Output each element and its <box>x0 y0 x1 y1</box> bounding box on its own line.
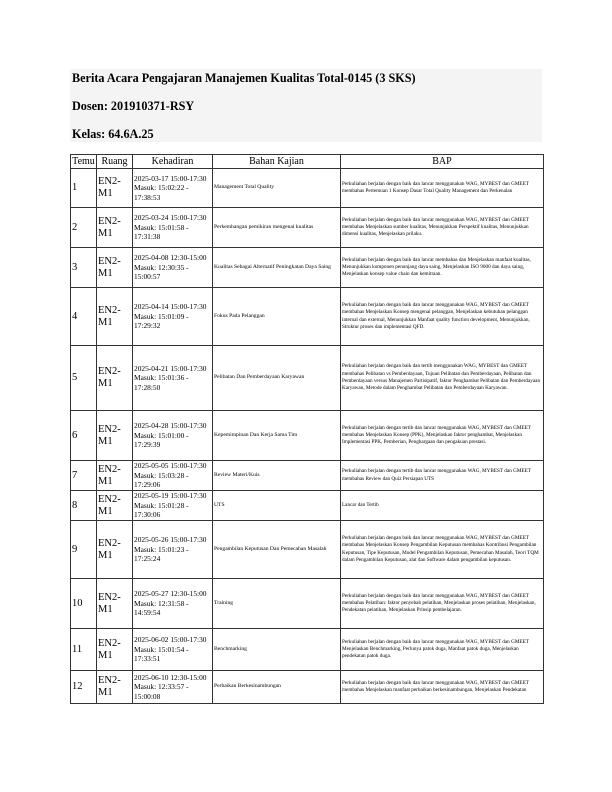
cell-ruang: EN2-M1 <box>97 579 133 629</box>
bap-text: Perkuliahan berjalan dengan tertib dan lancar menggunakan WAG, MYBEST dan GMEET membahas Menjelaskan Konsep (PPK), Menjelaskan faktor penghambat, Menjelaskan Implementasi PPK, Pemberian, Penghargaan dan pengakuan prestasi. <box>342 424 531 446</box>
cell-bap <box>341 671 544 704</box>
table-header-row <box>71 155 544 169</box>
table-row <box>71 521 544 579</box>
cell-kehadiran <box>133 579 213 629</box>
cell-temu: 12 <box>71 671 97 704</box>
topic-text: Fokus Pada Pelanggan <box>214 312 265 319</box>
table-row <box>71 411 544 461</box>
session-datetime: 2025-03-24 15:00-17:30 <box>134 213 207 223</box>
attendance-time: Masuk: 15:01:54 - 17:33:51 <box>134 644 189 664</box>
cell-ruang: EN2-M1 <box>97 521 133 579</box>
attendance-time: Masuk: 15:01:09 - 17:29:32 <box>134 311 189 331</box>
attendance-time: Masuk: 15:02:22 - 17:38:53 <box>134 183 189 202</box>
cell-ruang: EN2-M1 <box>97 169 133 208</box>
table-row <box>71 248 544 288</box>
cell-bahan-kajian <box>213 288 341 346</box>
attendance-time: Masuk: 15:01:58 - 17:31:38 <box>134 222 189 242</box>
col-header-temu: Temu <box>72 156 95 167</box>
attendance-time: Masuk: 15:01:28 - 17:30:06 <box>134 500 189 520</box>
cell-kehadiran <box>133 248 213 288</box>
cell-bahan-kajian <box>213 208 341 248</box>
teaching-log-table <box>70 154 544 704</box>
attendance-time: Masuk: 15:01:00 - 17:29:39 <box>134 430 189 450</box>
cell-kehadiran <box>133 411 213 461</box>
cell-ruang: EN2-M1 <box>97 346 133 411</box>
bap-text: Perkuliahan berjalan dengan baik dan lancar menggunakan WAG, MYBEST dan GMEET membahas Menjelaskan Konsep mengenai pelanggan, Menjelaskan kebutuhan pelanggan internal dan external, Menunjukkan Manfaat quality function development, Menunjukkan, Struktur proses dan implementasi QFD. <box>342 301 530 330</box>
session-datetime: 2025-04-14 15:00-17:30 <box>134 302 207 312</box>
table-row <box>71 579 544 629</box>
bap-text: Perkuliahan berjalan dengan baik dan lancar menggunakan WAG, MYBEST dan GMEET membahas Menjelaskan manfaat perbaikan berkesinambungan, Menjelaskan Pendekatan <box>342 679 529 693</box>
class-label: Kelas: 64.6A.25 <box>72 127 154 141</box>
cell-bahan-kajian <box>213 671 341 704</box>
cell-temu: 7 <box>71 461 97 491</box>
topic-text: Training <box>214 599 234 606</box>
cell-bap <box>341 491 544 521</box>
report-title: Berita Acara Pengajaran Manajemen Kualitas Total-0145 (3 SKS) <box>72 71 416 85</box>
attendance-time: Masuk: 12:30:35 - 15:00:57 <box>134 262 189 282</box>
cell-temu: 10 <box>71 579 97 629</box>
attendance-time: Masuk: 15:01:23 - 17:25:24 <box>134 544 189 564</box>
cell-bap <box>341 411 544 461</box>
table-row <box>71 169 544 208</box>
col-header-kehadiran: Kehadiran <box>133 155 213 169</box>
cell-temu: 5 <box>71 346 97 411</box>
table-row <box>71 629 544 671</box>
bap-text: Perkuliahan berjalan dengan baik dan lancar menggunakan WAG, MYBEST dan GMEET membahas Menjelaskan sumber kualitas, Menunjukkan Perspektif kualitas, Menunjukkan dimensi kualitas, Menjelaskan prilaku. <box>342 216 529 238</box>
cell-bap <box>341 579 544 629</box>
col-header-ruang: Ruang <box>97 155 133 169</box>
cell-kehadiran <box>133 491 213 521</box>
cell-bahan-kajian <box>213 491 341 521</box>
cell-temu: 4 <box>71 288 97 346</box>
table-row <box>71 288 544 346</box>
cell-bap <box>341 521 544 579</box>
cell-bahan-kajian <box>213 629 341 671</box>
cell-ruang: EN2-M1 <box>97 629 133 671</box>
cell-temu: 6 <box>71 411 97 461</box>
cell-ruang: EN2-M1 <box>97 461 133 491</box>
col-header-bahan-kajian: Bahan Kajian <box>213 155 341 169</box>
report-header <box>70 69 542 142</box>
cell-temu: 8 <box>71 491 97 521</box>
session-datetime: 2025-05-26 15:00-17:30 <box>134 535 207 545</box>
attendance-time: Masuk: 12:31:58 - 14:59:54 <box>134 598 189 618</box>
bap-text: Perkuliahan berjalan dengan baik dan lancar menggunakan WAG, MYBEST dan GMEET Menjelaskan Benchmarking, Perlunya patok duga, Manfaat patok duga, Menjelaskan pendekatan patok duga. <box>342 638 529 660</box>
cell-bap <box>341 169 544 208</box>
cell-bap <box>341 461 544 491</box>
attendance-time: Masuk: 15:03:28 - 17:29:06 <box>134 470 189 490</box>
cell-bahan-kajian <box>213 346 341 411</box>
topic-text: Review Materi/Kuis <box>214 471 260 478</box>
cell-ruang: EN2-M1 <box>97 491 133 521</box>
cell-bahan-kajian <box>213 248 341 288</box>
cell-kehadiran <box>133 288 213 346</box>
bap-text: Perkuliahan berjalan dengan tertib dan lancar menggunakan WAG, MYBEST dan GMEET membahas Review dan Quiz Persiapan UTS <box>342 468 531 482</box>
session-datetime: 2025-05-19 15:00-17:30 <box>134 491 207 501</box>
topic-text: Kualitas Sebagai Alternatif Peningkatan Daya Saing <box>214 263 331 270</box>
cell-temu: 3 <box>71 248 97 288</box>
cell-ruang: EN2-M1 <box>97 208 133 248</box>
cell-temu: 2 <box>71 208 97 248</box>
bap-text: Perkuliahan berjalan dengan baik dan tertib menggunakan WAG, MYBEST dan GMEET membahas Pelibatan vs Pemberdayaan, Tujuan Pelibatan dan Pemberdayaan, Pelibatan dan Pemberdayaan versus Manajemen Partisipatif, faktor Penghambat Pelibatan dan Pemberdayaan Karyawan, Metode dalam Penghambat Pelibatan dan Pemberdayaan Karyawan. <box>342 363 541 392</box>
cell-bap <box>341 208 544 248</box>
topic-text: Kepemimpinan Dan Kerja Sama Tim <box>214 431 298 438</box>
cell-bap <box>341 248 544 288</box>
topic-text: Pengambilan Keputusan Dan Pemecahan Masalah <box>214 545 327 552</box>
bap-text: Perkuliahan berjalan dengan baik dan lancar menggunakan WAG, MYBEST dan GMEET membahas Pertemuan 1 Konsep Dasar Total Quality Management dan Perkenalan <box>342 180 529 194</box>
cell-bahan-kajian <box>213 411 341 461</box>
session-datetime: 2025-03-17 15:00-17:30 <box>134 173 207 183</box>
topic-text: Benchmarking <box>214 645 247 652</box>
bap-text: Lancar dan Tertib <box>342 501 379 508</box>
table-row <box>71 346 544 411</box>
table-row <box>71 461 544 491</box>
table-row <box>71 208 544 248</box>
cell-kehadiran <box>133 521 213 579</box>
cell-temu: 9 <box>71 521 97 579</box>
cell-kehadiran <box>133 671 213 704</box>
cell-kehadiran <box>133 169 213 208</box>
cell-bahan-kajian <box>213 579 341 629</box>
topic-text: Perkembangan pemikiran mengenai kualitas <box>214 223 314 230</box>
session-datetime: 2025-04-08 12:30-15:00 <box>134 253 207 263</box>
attendance-time: Masuk: 12:33:57 - 15:00:08 <box>134 682 189 701</box>
table-row <box>71 671 544 704</box>
session-datetime: 2025-06-10 12:30-15:00 <box>134 672 207 682</box>
cell-ruang: EN2-M1 <box>97 411 133 461</box>
topic-text: Perbaikan Berkesinambungan <box>214 683 281 690</box>
topic-text: UTS <box>214 501 225 508</box>
session-datetime: 2025-05-05 15:00-17:30 <box>134 461 207 471</box>
cell-kehadiran <box>133 461 213 491</box>
cell-bap <box>341 629 544 671</box>
table-row <box>71 491 544 521</box>
cell-temu: 1 <box>71 169 97 208</box>
session-datetime: 2025-05-27 12:30-15:00 <box>134 589 207 599</box>
cell-bahan-kajian <box>213 169 341 208</box>
session-datetime: 2025-04-21 15:00-17:30 <box>134 363 207 373</box>
bap-text: Perkuliahan berjalan dengan baik dan lancar menggunakan WAG, MYBEST dan GMEET membahas Menjelaskan Konsep Pengambilan Keputusan membahas Kontribusi Pengambilan Keputusan, Tipe Keputusan, Model Pengambilan Keputusan, Pemecahan Masalah, Teori TQM dalam Pengambilan Keputusan, alat dan Software dalam pengambilan keputusan. <box>342 534 539 563</box>
cell-kehadiran <box>133 208 213 248</box>
session-datetime: 2025-06-02 15:00-17:30 <box>134 635 207 645</box>
col-header-bap: BAP <box>341 155 544 169</box>
topic-text: Management Total Quality <box>214 184 275 191</box>
cell-kehadiran <box>133 629 213 671</box>
cell-bap <box>341 346 544 411</box>
cell-kehadiran <box>133 346 213 411</box>
attendance-time: Masuk: 15:01:36 - 17:28:50 <box>134 373 189 392</box>
cell-ruang: EN2-M1 <box>97 671 133 704</box>
session-datetime: 2025-04-28 15:00-17:30 <box>134 421 207 431</box>
bap-text: Perkuliahan berjalan dengan baik dan lancar menggunakan WAG, MYBEST dan GMEET membahas Pelatihan: faktor penyebab pelatihan, Menjelaskan proses pelatihan, Menjelaskan, Pendekatan pelatihan, Menjelaskan Prinsip pembelajaran. <box>342 592 536 614</box>
cell-temu: 11 <box>71 629 97 671</box>
topic-text: Pelibatan Dan Pemberdayaan Karyawan <box>214 374 305 381</box>
lecturer-label: Dosen: 201910371-RSY <box>72 99 195 113</box>
cell-bap <box>341 288 544 346</box>
cell-bahan-kajian <box>213 461 341 491</box>
cell-ruang: EN2-M1 <box>97 248 133 288</box>
bap-text: Perkuliahan berjalan dengan baik dan lancar membahas dan Menjelaskan manfaat kualitas, Menunjukkan komponen penunjang daya saing, Menjelaskan ISO 9000 dan daya saing, Menjelaskan konsep value chain dan kemitraan. <box>342 256 531 278</box>
cell-bahan-kajian <box>213 521 341 579</box>
cell-ruang: EN2-M1 <box>97 288 133 346</box>
